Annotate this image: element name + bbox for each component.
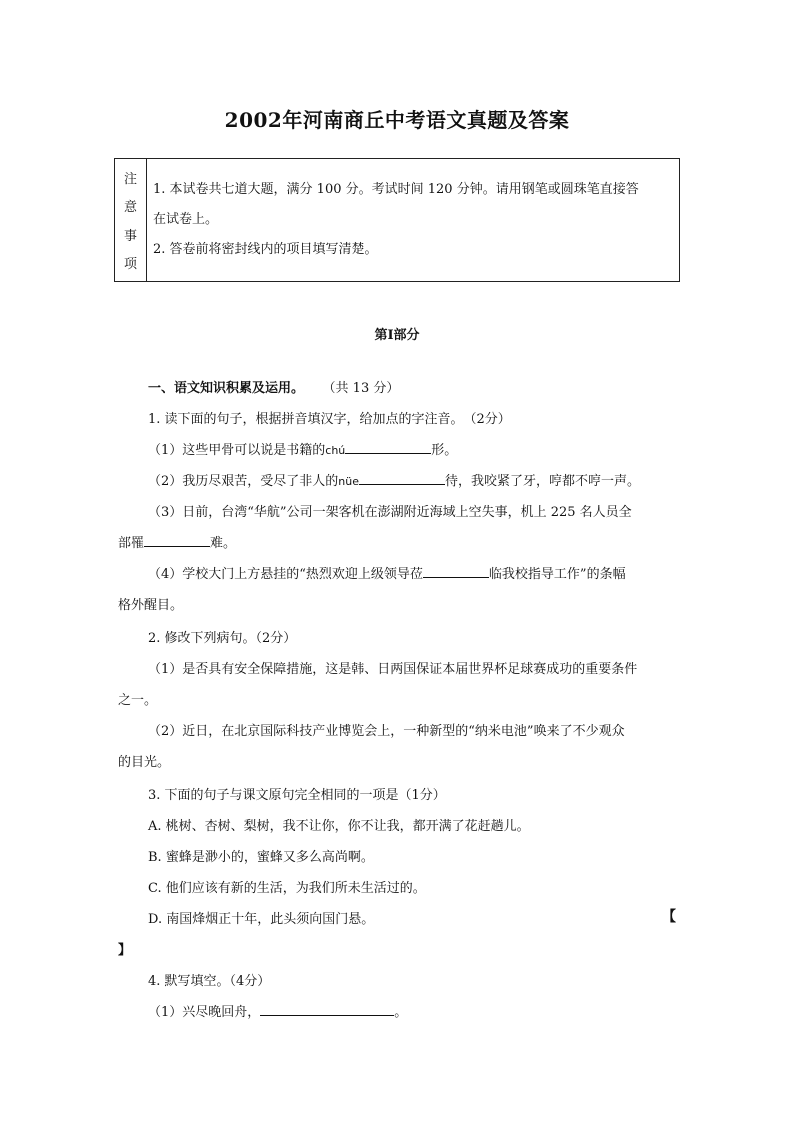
q3-option-a: A. 桃树、杏树、梨树，我不让你，你不让我，都开满了花赶趟儿。: [148, 819, 530, 834]
answer-blank[interactable]: [144, 534, 210, 547]
part1-heading: [148, 377, 678, 396]
q2-sentence-2-line1: （2）近日，在北京国际科技产业博览会上，一种新型的“纳米电池”唤来了不少观众: [148, 724, 625, 739]
q1-sentence-3-line1: （3）日前，台湾“华航”公司一架客机在澎湖附近海域上空失事，机上 225 名人员全: [148, 505, 632, 520]
notice-box: [114, 158, 680, 282]
answer-blank[interactable]: [260, 1003, 394, 1016]
notice-item: 2. 答卷前将密封线内的项目填写清楚。: [153, 242, 378, 257]
answer-bracket-open: 【: [662, 909, 676, 925]
notice-label-char: 事: [123, 228, 137, 244]
notice-item: 在试卷上。: [153, 212, 219, 227]
q4-s1-pre: （1）兴尽晚回舟，: [148, 1005, 261, 1020]
notice-label: [115, 159, 147, 281]
section-title: 第Ⅰ部分: [374, 328, 420, 343]
q4-s1-post: 。: [394, 1005, 408, 1020]
page-title: 2002年河南商丘中考语文真题及答案: [224, 108, 570, 132]
q1-sentence-2: [148, 470, 678, 489]
notice-label-char: 注: [123, 171, 137, 187]
q2-sentence-1-line1: （1）是否具有安全保障措施，这是韩、日两国保证本届世界杯足球赛成功的重要条件: [148, 662, 638, 677]
notice-label-char: 项: [123, 257, 137, 273]
q1-stem: 1. 读下面的句子，根据拼音填汉字，给加点的字注音。 （2分）: [148, 412, 511, 427]
q1-sentence-4-line1: [148, 563, 678, 582]
part1-heading-text: 一、语文知识积累及运用。: [148, 381, 305, 396]
pinyin-nue: nüe: [338, 475, 359, 488]
q3-option-b: B. 蜜蜂是渺小的，蜜蜂又多么高尚啊。: [148, 850, 374, 865]
q1-s3-pre: 部罹: [118, 536, 145, 551]
q3-stem: 3. 下面的句子与课文原句完全相同的一项是（1分）: [148, 788, 446, 803]
q1-sentence-4-line2: 格外醒目。: [118, 598, 184, 613]
q3-option-c: C. 他们应该有新的生活，为我们所未生活过的。: [148, 881, 426, 896]
q4-stem: 4. 默写填空。（4分）: [148, 974, 271, 989]
notice-item: 1. 本试卷共七道大题，满分 100 分。考试时间 120 分钟。请用钢笔或圆珠笔直接答: [153, 182, 639, 197]
answer-blank[interactable]: [359, 472, 445, 485]
q2-sentence-2-line2: 的目光。: [118, 755, 171, 770]
q2-sentence-1-line2: 之一。: [118, 693, 158, 708]
q1-s2-text: （2）我历尽艰苦，受尽了非人的: [148, 474, 339, 489]
q1-sentence-3-line2: [118, 532, 678, 551]
q4-sentence-1: [148, 1001, 678, 1020]
q3-option-d: D. 南国烽烟正十年，此头须向国门悬。: [148, 912, 375, 927]
pinyin-chu: chú: [325, 444, 346, 457]
notice-body: [147, 159, 679, 281]
q1-s4-post: 临我校指导工作”的条幅: [488, 567, 626, 582]
part1-heading-score: （共 13 分）: [322, 381, 400, 396]
q1-s2-post: 待，我咬紧了牙，哼都不哼一声。: [445, 474, 641, 489]
q1-s1-text: （1）这些甲骨可以说是书籍的: [148, 443, 326, 458]
answer-bracket-close: 】: [118, 943, 132, 958]
q1-s3-post: 难。: [210, 536, 237, 551]
answer-blank[interactable]: [345, 441, 431, 454]
q1-s4-pre: （4）学校大门上方悬挂的“热烈欢迎上级领导莅: [148, 567, 423, 582]
q1-sentence-1: [148, 439, 678, 458]
notice-label-char: 意: [123, 200, 137, 216]
q2-stem: 2. 修改下列病句。（2分）: [148, 631, 297, 646]
q1-s1-post: 形。: [431, 443, 458, 458]
answer-blank[interactable]: [423, 565, 489, 578]
